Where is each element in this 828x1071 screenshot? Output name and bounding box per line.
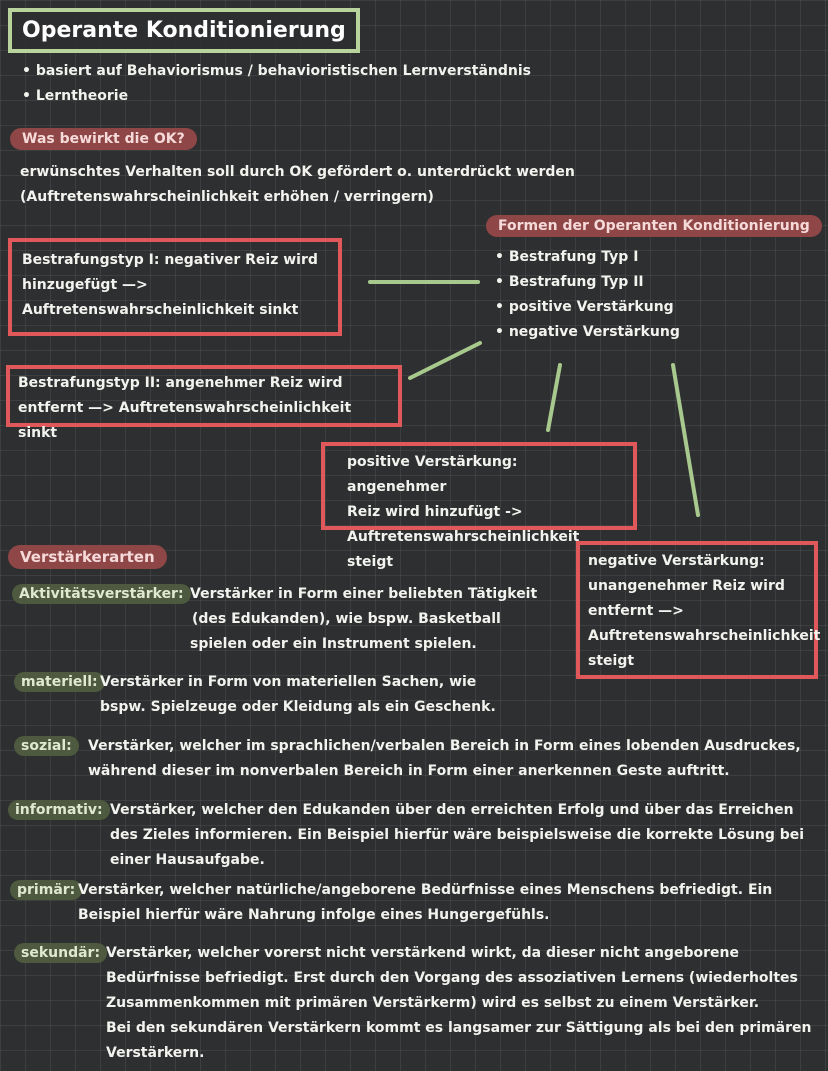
desc-line: (des Edukanden), wie bspw. Basketball (192, 611, 501, 627)
negative-reinforcement-box (576, 541, 821, 679)
type-desc-aktivitaet (190, 582, 537, 657)
desc-line: Verstärker, welcher natürliche/angeborene Bedürfnisse eines Menschens befriedigt. Ein (78, 882, 773, 898)
box-line: steigt (588, 653, 635, 669)
box-line: negative Verstärkung: (588, 553, 765, 569)
ok-question-heading: Was bewirkt die OK? (10, 128, 197, 150)
box-line: entfernt —> (588, 603, 684, 619)
type-label-sekundaer: sekundär: (14, 943, 107, 963)
intro-bullet: • basiert auf Behaviorismus / behavioristischen Lernverständnis (22, 59, 531, 84)
desc-line: Bei den sekundären Verstärkern kommt es langsamer zur Sättigung als bei den primären (106, 1020, 812, 1036)
box-line: Auftretenswahrscheinlichkeit sinkt (22, 302, 299, 318)
desc-line: Verstärker, welcher im sprachlichen/verbalen Bereich in Form eines lobenden Ausdruckes, (88, 738, 801, 754)
forms-item: • negative Verstärkung (495, 320, 680, 345)
forms-item: • Bestrafung Typ I (495, 245, 680, 270)
forms-item: • positive Verstärkung (495, 295, 680, 320)
type-label-materiell: materiell: (14, 672, 105, 692)
desc-line: Zusammenkommen mit primären Verstärkerm) wird es selbst zu einem Verstärker. (106, 995, 760, 1011)
desc-line: Beispiel hierfür wäre Nahrung infolge eines Hungergefühls. (78, 907, 550, 923)
box-line: hinzugefügt —> (22, 277, 148, 293)
box-line: unangenehmer Reiz wird (588, 578, 785, 594)
box-line: entfernt —> Auftretenswahrscheinlichkeit sinkt (18, 400, 352, 441)
desc-line: einer Hausaufgabe. (110, 852, 265, 868)
desc-line: Verstärker, welcher vorerst nicht verstärkend wirkt, da dieser nicht angeborene (106, 945, 739, 961)
page-title: Operante Konditionierung (8, 8, 360, 53)
desc-line: Bedürfnisse befriedigt. Erst durch den Vorgang des assoziativen Lernens (wiederholtes (106, 970, 798, 986)
desc-line: Verstärker in Form von materiellen Sachen, wie (100, 674, 477, 690)
type-label-aktivitaet: Aktivitätsverstärker: (12, 584, 191, 604)
desc-line: Verstärkern. (106, 1045, 205, 1061)
desc-line: Verstärker, welcher den Edukanden über den erreichten Erfolg und über das Erreichen (110, 802, 794, 818)
type-desc-informativ (110, 798, 804, 873)
connector-positive (548, 365, 560, 430)
box-line: Bestrafungstyp I: negativer Reiz wird (22, 252, 318, 268)
type-desc-sozial (88, 734, 801, 784)
ok-answer-line: (Auftretenswahrscheinlichkeit erhöhen / verringern) (20, 189, 434, 205)
desc-line: Verstärker in Form einer beliebten Tätigkeit (190, 586, 538, 602)
forms-heading: Formen der Operanten Konditionierung (486, 215, 822, 237)
strafe2-box (6, 365, 402, 441)
connector-negative (673, 365, 698, 515)
intro-bullet: • Lerntheorie (22, 84, 531, 109)
box-line: Auftretenswahrscheinlichkeit (588, 628, 821, 644)
type-label-informativ: informativ: (8, 800, 110, 820)
type-label-primaer: primär: (10, 880, 82, 900)
type-desc-sekundaer (106, 941, 811, 1066)
type-label-sozial: sozial: (14, 736, 79, 756)
positive-reinforcement-box (321, 442, 637, 570)
type-desc-primaer (78, 878, 772, 928)
box-line: Reiz wird hinzufügt -> (347, 504, 523, 520)
box-line: Auftretenswahrscheinlichkeit steigt (347, 529, 580, 570)
strafe1-box (8, 238, 342, 336)
verstaerkerarten-heading: Verstärkerarten (8, 545, 167, 569)
box-line: positive Verstärkung: angenehmer (347, 454, 518, 495)
ok-answer-line: erwünschtes Verhalten soll durch OK gefördert o. unterdrückt werden (20, 164, 575, 180)
desc-line: spielen oder ein Instrument spielen. (190, 636, 477, 652)
forms-item: • Bestrafung Typ II (495, 270, 680, 295)
type-desc-materiell (100, 670, 496, 720)
connector-strafe2 (410, 343, 480, 378)
desc-line: während dieser im nonverbalen Bereich in Form einer anerkennen Geste auftritt. (88, 763, 730, 779)
desc-line: bspw. Spielzeuge oder Kleidung als ein Geschenk. (100, 699, 496, 715)
box-line: Bestrafungstyp II: angenehmer Reiz wird (18, 375, 343, 391)
desc-line: des Zieles informieren. Ein Beispiel hierfür wäre beispielsweise die korrekte Lösung bei (110, 827, 805, 843)
